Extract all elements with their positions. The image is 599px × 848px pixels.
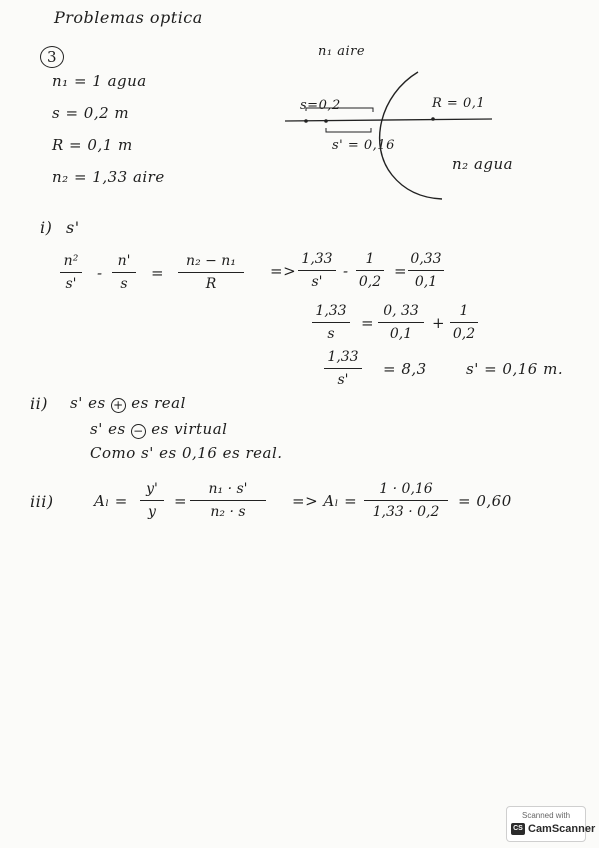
minus-sign-circled: −	[131, 424, 146, 439]
formula-term3-den: R	[205, 276, 217, 292]
part3-label: iii)	[30, 492, 54, 511]
fraction-bar	[60, 272, 82, 273]
part2-line1-post: es real	[131, 394, 186, 412]
diagram-s-label: s=0,2	[300, 98, 341, 113]
sub-term2	[356, 250, 384, 291]
part1-label: i)	[40, 218, 53, 237]
given-n1: n₁ = 1 agua	[52, 72, 147, 90]
step2-term2-num: 0, 33	[383, 303, 419, 319]
step3-term1-num: 1,33	[327, 349, 359, 365]
sub-minus: -	[343, 262, 349, 280]
formula-term1-den: s'	[65, 276, 77, 292]
diagram-medium-bottom: n₂ agua	[452, 155, 514, 173]
result-s-prime: s' = 0,16 m.	[466, 360, 564, 378]
part2-label: ii)	[30, 394, 48, 413]
formula-term2-den: s	[120, 276, 128, 292]
formula-term3-num: n₂ − n₁	[186, 253, 236, 269]
formula-equals: =	[151, 264, 165, 282]
given-s: s = 0,2 m	[52, 104, 130, 122]
image-point	[324, 119, 328, 123]
fraction-bar	[408, 270, 444, 271]
part3-equals: =	[174, 492, 188, 510]
given-r: R = 0,1 m	[52, 136, 133, 154]
step3-equals-value: = 8,3	[383, 360, 427, 378]
part3-frac1-num: y'	[146, 481, 158, 497]
part2-line2-post: es virtual	[151, 420, 228, 438]
s-prime-bracket	[326, 128, 371, 132]
refracting-surface	[380, 72, 442, 199]
diagram-medium-top: n₁ aire	[318, 44, 366, 59]
fraction-bar	[112, 272, 136, 273]
sub-term1-num: 1,33	[301, 251, 333, 267]
formula-term2-num: n'	[117, 253, 131, 269]
part3-frac2-den: n₂ · s	[210, 504, 246, 520]
diagram-s-prime-label: s' = 0,16	[332, 138, 395, 153]
part3-frac3-den: 1,33 · 0,2	[372, 504, 440, 520]
plus-sign-circled: +	[111, 398, 126, 413]
problem-number: 3	[46, 48, 58, 66]
page-title: Problemas optica	[54, 8, 203, 27]
sub-term3	[408, 250, 444, 291]
part2-line2	[90, 420, 227, 439]
fraction-bar	[450, 322, 478, 323]
part2-line1	[70, 394, 186, 413]
fraction-bar	[364, 500, 448, 501]
optical-axis	[285, 119, 492, 121]
fraction-bar	[312, 322, 350, 323]
part3-result: = 0,60	[458, 492, 512, 510]
camscanner-brand	[511, 823, 595, 835]
formula-term2	[112, 252, 136, 293]
step2-term1-den: s	[327, 326, 335, 342]
sub-term3-den: 0,1	[414, 274, 438, 290]
scanned-with-caption: Scanned with	[521, 811, 571, 820]
step2-term2-den: 0,1	[389, 326, 413, 342]
fraction-bar	[298, 270, 336, 271]
object-point	[304, 119, 308, 123]
part3-frac3-num: 1 · 0,16	[379, 481, 433, 497]
step2-term1-num: 1,33	[315, 303, 347, 319]
diagram-r-label: R = 0,1	[432, 96, 486, 111]
step2-term3	[450, 302, 478, 343]
sub-term2-den: 0,2	[358, 274, 382, 290]
sub-term3-num: 0,33	[410, 251, 442, 267]
s-bracket	[306, 108, 373, 112]
formula-term1-num: n²	[63, 253, 79, 269]
part3-frac1	[140, 480, 164, 521]
fraction-bar	[324, 368, 362, 369]
fraction-bar	[378, 322, 424, 323]
center-of-curvature	[431, 117, 435, 121]
fraction-bar	[356, 270, 384, 271]
sub-term2-num: 1	[365, 251, 375, 267]
part3-frac1-den: y	[148, 504, 156, 520]
step2-equals: =	[361, 314, 375, 332]
step3-term1	[324, 348, 362, 389]
formula-minus: -	[97, 264, 103, 282]
part1-target: s'	[66, 218, 80, 237]
fraction-bar	[178, 272, 244, 273]
given-n2: n₂ = 1,33 aire	[52, 168, 165, 186]
camscanner-name: CamScanner	[528, 823, 596, 835]
part2-line3: Como s' es 0,16 es real.	[90, 444, 283, 462]
part2-line1-pre: s' es	[70, 394, 106, 412]
part3-implies: => Aₗ =	[292, 492, 358, 510]
fraction-bar	[190, 500, 266, 501]
formula-term3	[178, 252, 244, 293]
part3-frac2-num: n₁ · s'	[208, 481, 248, 497]
part3-frac3	[364, 480, 448, 521]
step2-term3-num: 1	[459, 303, 469, 319]
step2-term3-den: 0,2	[452, 326, 476, 342]
implies-arrow: =>	[270, 262, 297, 280]
sub-equals: =	[394, 262, 408, 280]
part3-A: Aₗ =	[94, 492, 128, 510]
step3-term1-den: s'	[337, 372, 349, 388]
step2-term2	[378, 302, 424, 343]
sub-term1-den: s'	[311, 274, 323, 290]
part2-line2-pre: s' es	[90, 420, 126, 438]
camscanner-watermark	[506, 806, 596, 842]
part3-frac2	[190, 480, 266, 521]
fraction-bar	[140, 500, 164, 501]
camscanner-logo-icon: CS	[511, 823, 525, 835]
sub-term1	[298, 250, 336, 291]
step2-term1	[312, 302, 350, 343]
formula-term1	[60, 252, 82, 293]
step2-plus: +	[432, 314, 446, 332]
